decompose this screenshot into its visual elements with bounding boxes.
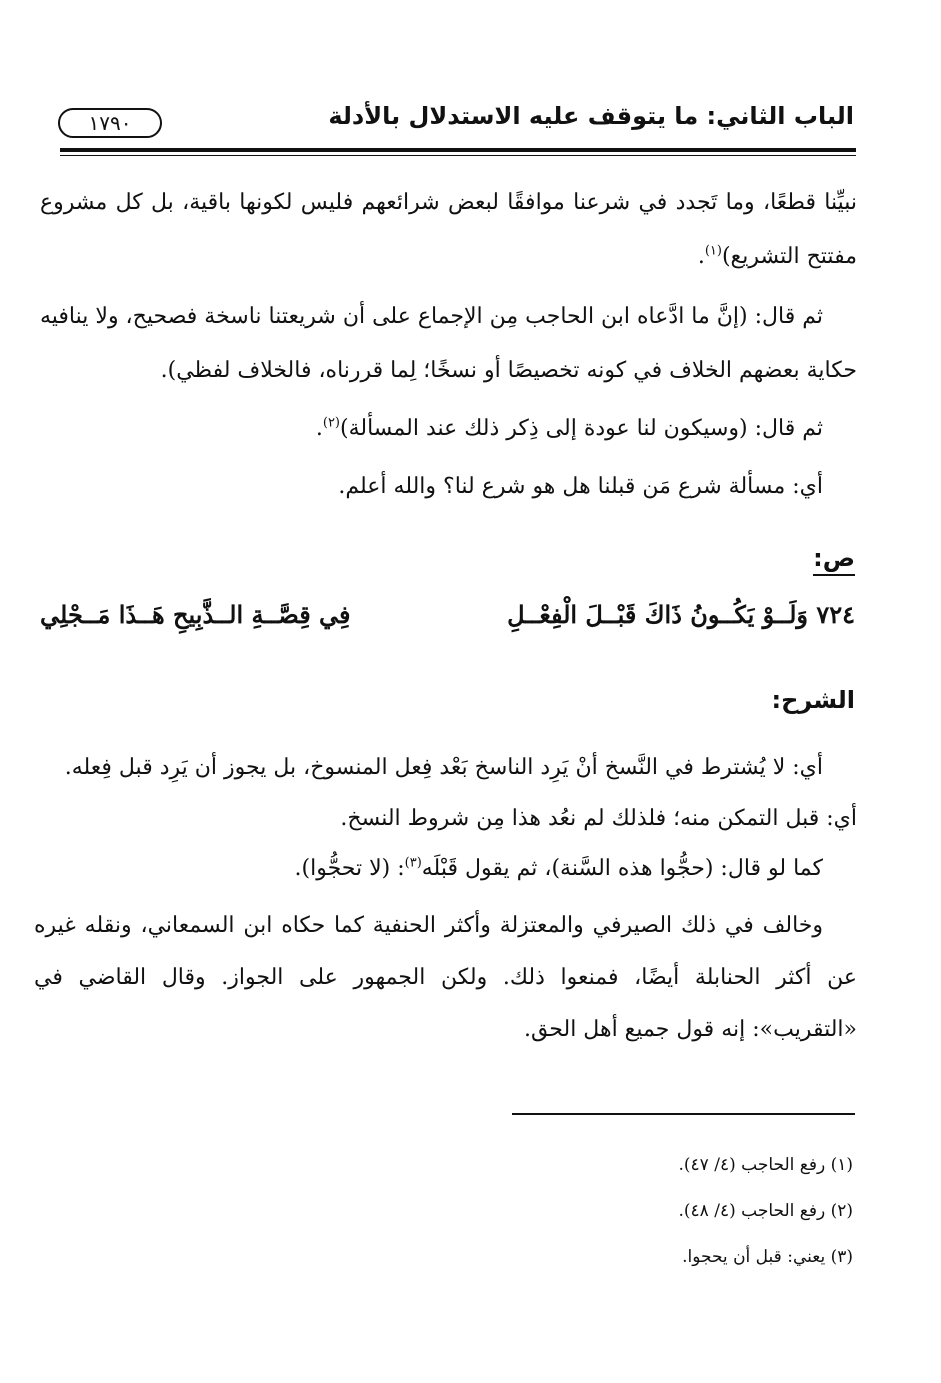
footnote-item: (٣) يعني: قبل أن يحجوا. [682, 1247, 853, 1267]
footnote-ref: (٣) [404, 855, 422, 871]
verse-first-hemistich: ٧٢٤ وَلَــوْ يَكُــونُ ذَاكَ قَبْــلَ الْفِعْــلِ [507, 600, 855, 629]
commentary-text [34, 742, 857, 1056]
paragraph: وخالف في ذلك الصيرفي والمعتزلة وأكثر الحنفية كما حكاه ابن السمعاني، ونقله غيره عن أكثر الحنابلة أيضًا، فمنعوا ذلك. ولكن الجمهور على الجواز. وقال القاضي في «التقريب»: إنه قول جميع أهل الحق. [34, 913, 857, 1042]
paragraph: أي: مسألة شرع مَن قبلنا هل هو شرع لنا؟ والله أعلم. [338, 474, 823, 499]
verse-second-hemistich: فِي قِصَّــةِ الــذَّبِيحِ هَــذَا مَــجْلِي [40, 600, 351, 629]
paragraph: كما لو قال: (حجُّوا هذه السَّنة)، ثم يقول قَبْلَه$^{(٣)}$: (لا تحجُّوا). [294, 855, 823, 881]
footnote-item: (١) رفع الحاجب (٤/ ٤٧). [678, 1155, 853, 1175]
paragraph: أي: لا يُشترط في النَّسخ أنْ يَرِد الناسخ بَعْد فِعل المنسوخ، بل يجوز أن يَرِد قبل فِعله. [64, 755, 823, 780]
footnotes [679, 1142, 854, 1280]
running-header [34, 98, 854, 144]
footnote-ref: (١) [704, 243, 722, 259]
verse-label: ص: [813, 544, 855, 572]
quoted-passage [40, 176, 857, 514]
commentary-label: الشرح: [771, 686, 855, 714]
footnote-item: (٢) رفع الحاجب (٤/ ٤٨). [678, 1201, 853, 1221]
paragraph: أي: قبل التمكن منه؛ فلذلك لم نعُد هذا مِن شروط النسخ. [340, 806, 857, 831]
footnote-ref: (٢) [322, 415, 340, 431]
header-divider-thin [60, 155, 856, 156]
paragraph: ثم قال: (وسيكون لنا عودة إلى ذِكر ذلك عند المسألة)$^{(٢)}$. [315, 415, 823, 441]
chapter-title: الباب الثاني: ما يتوقف عليه الاستدلال بالأدلة [328, 102, 854, 130]
paragraph: ثم قال: (إنَّ ما ادَّعاه ابن الحاجب مِن الإجماع على أن شريعتنا ناسخة فصحيح، ولا ينافيه حكاية بعضهم الخلاف في كونه تخصيصًا أو نسخًا؛ لِما قررناه، فالخلاف لفظي). [39, 304, 857, 383]
verse-line [40, 600, 855, 650]
footnote-divider [512, 1113, 855, 1115]
paragraph: نبيِّنا قطعًا، وما تَجدد في شرعنا موافقًا لبعض شرائعهم فليس لكونها باقية، بل كل مشروع مفتتح التشريع)$^{(١)}$. [40, 190, 857, 269]
page-number: ١٧٩٠ [58, 108, 162, 138]
header-divider [60, 148, 856, 152]
